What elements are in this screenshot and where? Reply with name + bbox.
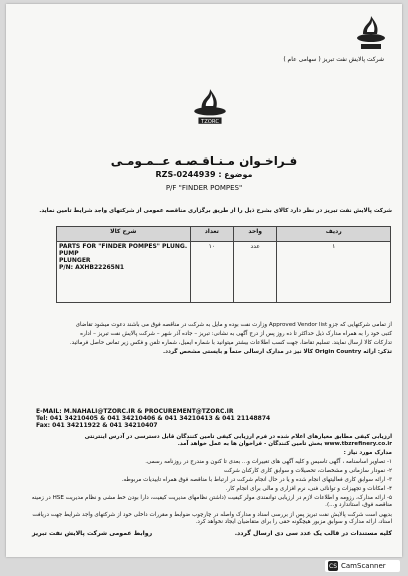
col-index: ردیف — [277, 227, 391, 242]
document-page — [6, 4, 402, 557]
contacts-block — [36, 408, 270, 429]
doc-item-1: ۱- تصاویر اساسنامه ، آگهی تاسیس و کلیه آگهی های تغییرات و... بعدی تا کنون و مندرج در روزنامه رسمی. — [145, 459, 392, 465]
doc-item-4: ۴- امکانات و تجهیزات و توانائی فنی، نرم افزاری و مالی برای انجام کار. — [225, 486, 392, 492]
doc-item-3: ۳- ارائه سوابق کاری فعالیتهای انجام شده و یا در حال انجام شرکت در ارتباط با مناقصه فوق همراه تاییدیات مربوطه. — [121, 477, 392, 483]
doc-item-5: ۵- ارائه مدارک، رزومه و اطلاعات لازم در ارزیابی توانمندی مولر کیفیت (داشتن نظامهای مدیریت کیفیت، دارا بودن خط مشی و نظام مدیریت HSE در زمینه مناقصه فوق، استاندارد و...). — [31, 495, 392, 508]
company-logo-top — [351, 12, 391, 52]
col-qty: تعداد — [190, 227, 233, 242]
closing-pr: روابط عمومی شرکت پالایش نفت تبریز — [32, 530, 153, 537]
contact-tel: Tel: 041 34210405 & 041 34210406 & 041 34210413 & 041 21148874 — [36, 415, 271, 422]
svg-text:TZORC: TZORC — [201, 118, 219, 125]
paragraph-3: تدارکات کالا ارسال نمایند. تسلیم تقاضا، جهت کسب اطلاعات بیشتر میتوانید با شماره ایمیل، شماره تلفن و فکس زیر تماس حاصل فرمائید. — [69, 340, 392, 346]
col-desc: شرح کالا — [57, 227, 191, 242]
row-unit: عدد — [234, 242, 277, 303]
paragraph-4: تذکر: ارائه Origin Country کالا نیز در مدارک ارسالی حتماً و بایستی مشخص گردد. — [162, 349, 392, 355]
paragraph-1: از تمامی شرکتهایی که جزو Approved Vendor list وزارت نفت بوده و مایل به شرکت در مناقصه فوق می باشند دعوت میشود تقاضای — [75, 322, 392, 328]
intro-text: شرکت پالایش نفت تبریز در نظر دارد کالای بشرح ذیل را از طریق برگزاری مناقصه عمومی از شرکتهای واجد شرایط تامین نماید. — [39, 208, 392, 214]
row-index: ۱ — [277, 242, 391, 303]
paragraph-2: کتبی خود را به همراه مدارک ذیل حداکثر تا ده روز پس از درج آگهی به نشانی: تبریز – جاده آذر شهر – شرکت پالایش نفت تبریز – اداره — [80, 331, 392, 337]
table-row — [57, 242, 391, 303]
company-logo-center — [189, 86, 231, 128]
contact-fax: Fax: 041 34211922 & 041 34210407 — [36, 422, 158, 429]
docs-title: مدارک مورد نیاز : — [343, 450, 392, 456]
page-title: فـراخـوان مـنـاقـصـه عــمـومـی — [110, 154, 298, 168]
camscanner-watermark — [325, 560, 400, 572]
row-qty: ۱۰ — [190, 242, 233, 303]
contact-email: E-MAIL: M.NAHALI@TZORC.IR & PROCUREMENT@TZORC.IR — [36, 408, 234, 415]
camscanner-icon: CS — [329, 562, 337, 570]
closing-cd: کلیه مستندات در قالب یک عدد سی دی ارسال گردد. — [234, 530, 392, 537]
company-name-top: شرکت پالایش نفت تبریز ( سهامی عام ) — [283, 56, 384, 63]
subject-label: موضوع : — [218, 170, 253, 179]
evaluation-text: ارزیابی کیفی مطابق معیارهای اعلام شده در فرم ارزیابی کیفی تامین کنندگان قابل دسترسی در آدرس اینترنتی www.tbzrefinery.co.ir بخش تامین کنندگان - فراخوان ها به عمل خواهد آمد. — [84, 434, 392, 447]
table-header-row — [57, 227, 391, 242]
col-unit: واحد — [234, 227, 277, 242]
items-table — [56, 226, 391, 303]
row-desc: PARTS FOR "FINDER POMPES" PLUNG. PUMP PLUNGER P/N: AXHB22265N1 — [57, 242, 191, 303]
subject-code: RZS-0244939 — [155, 170, 216, 179]
doc-item-2: ۲- نمودار سازمانی و مشخصات، تحصیلات و سوابق کاری کارکنان شرکت — [223, 468, 392, 474]
subject-title: P/F "FINDER POMPES" — [165, 184, 243, 192]
camscanner-label: CamScanner — [341, 562, 386, 570]
note-text: بدیهی است شرکت پالایش نفت تبریز پس از بررسی اسناد و مدارک واصله در چارچوب ضوابط و مقررات داخلی خود از شرکتهای واجد شرایط جهت دریافت اسناد، ارائه مدارک و سوابق مزبور هیچگونه حقی را برای متقاضیان ایجاد نخواهد کرد. — [32, 512, 392, 525]
subject-line — [6, 170, 402, 179]
